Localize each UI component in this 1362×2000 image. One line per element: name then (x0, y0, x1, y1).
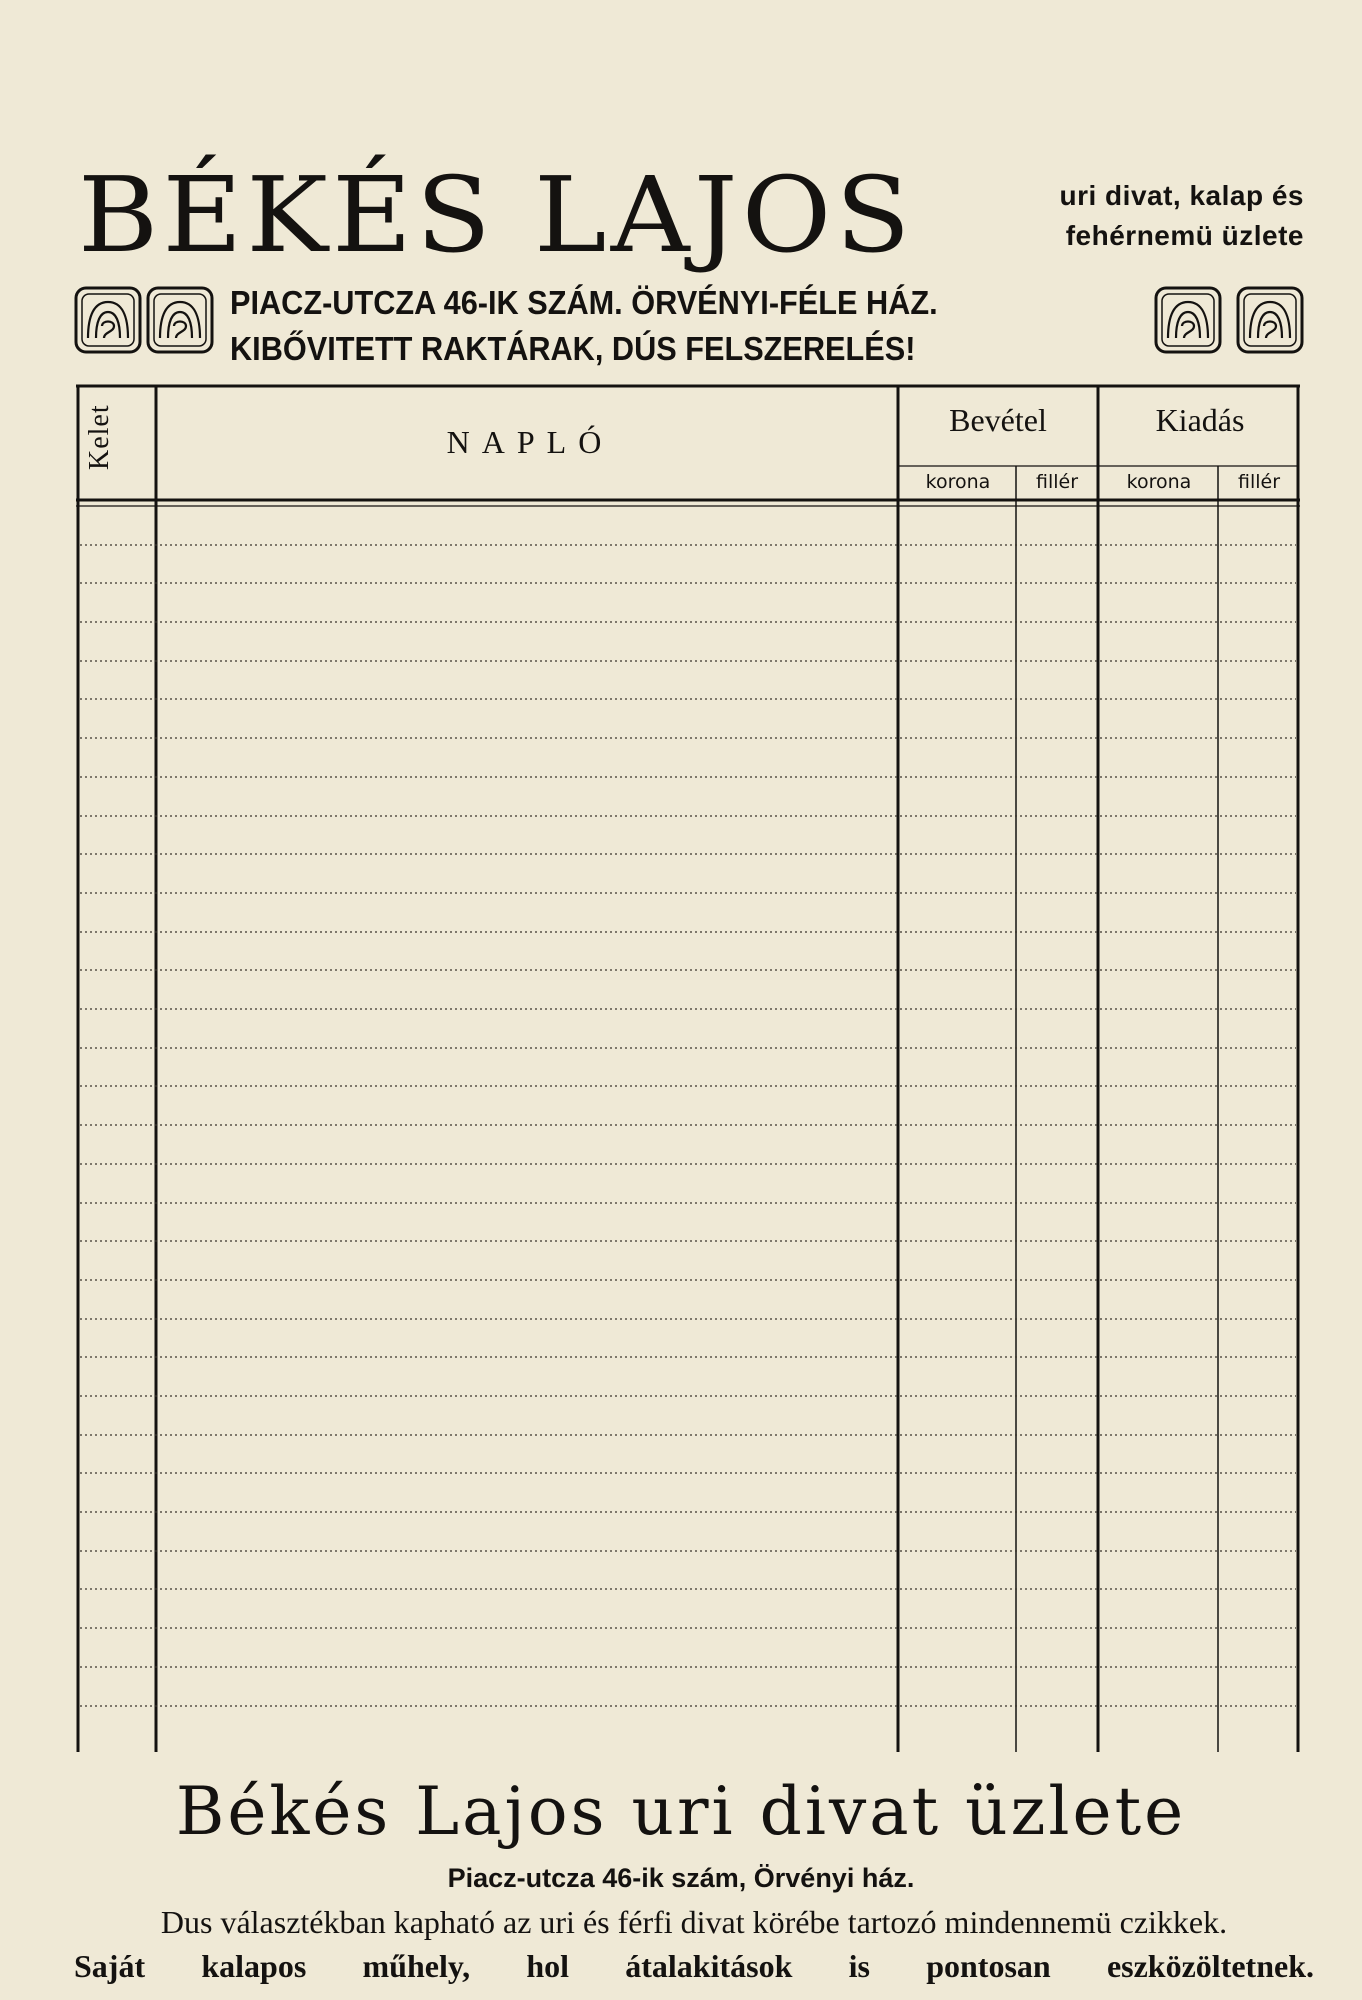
expense-column-header: Kiadás (1155, 402, 1245, 438)
journal-column-header: NAPLÓ (446, 424, 614, 460)
address-line-1: PIACZ-UTCZA 46-IK SZÁM. ÖRVÉNYI-FÉLE HÁZ. (230, 284, 938, 321)
income-korona-header: korona (925, 471, 991, 493)
tagline-line-2: fehérnemü üzlete (1065, 220, 1304, 251)
brand-name: BÉKÉS LAJOS (78, 154, 915, 276)
footer-text-line-2: Saját kalapos műhely, hol átalakitások is pontosan eszközöltetnek. (74, 1948, 1314, 1984)
income-column-header: Bevétel (949, 402, 1047, 438)
tagline-line-1: uri divat, kalap és (1059, 180, 1304, 211)
footer-address: Piacz-utcza 46-ik szám, Örvényi ház. (447, 1863, 915, 1893)
footer-title: Békés Lajos uri divat üzlete (175, 1773, 1187, 1850)
expense-korona-header: korona (1126, 471, 1192, 493)
expense-filler-header: fillér (1237, 471, 1281, 493)
footer-text-line-1: Dus választékban kapható az uri és férfi divat körébe tartozó mindennemü czikkek. (160, 1904, 1228, 1940)
date-column-header: Kelet (84, 404, 115, 470)
address-line-2: KIBŐVITETT RAKTÁRAK, DÚS FELSZERELÉS! (230, 330, 916, 367)
income-filler-header: fillér (1035, 471, 1079, 493)
